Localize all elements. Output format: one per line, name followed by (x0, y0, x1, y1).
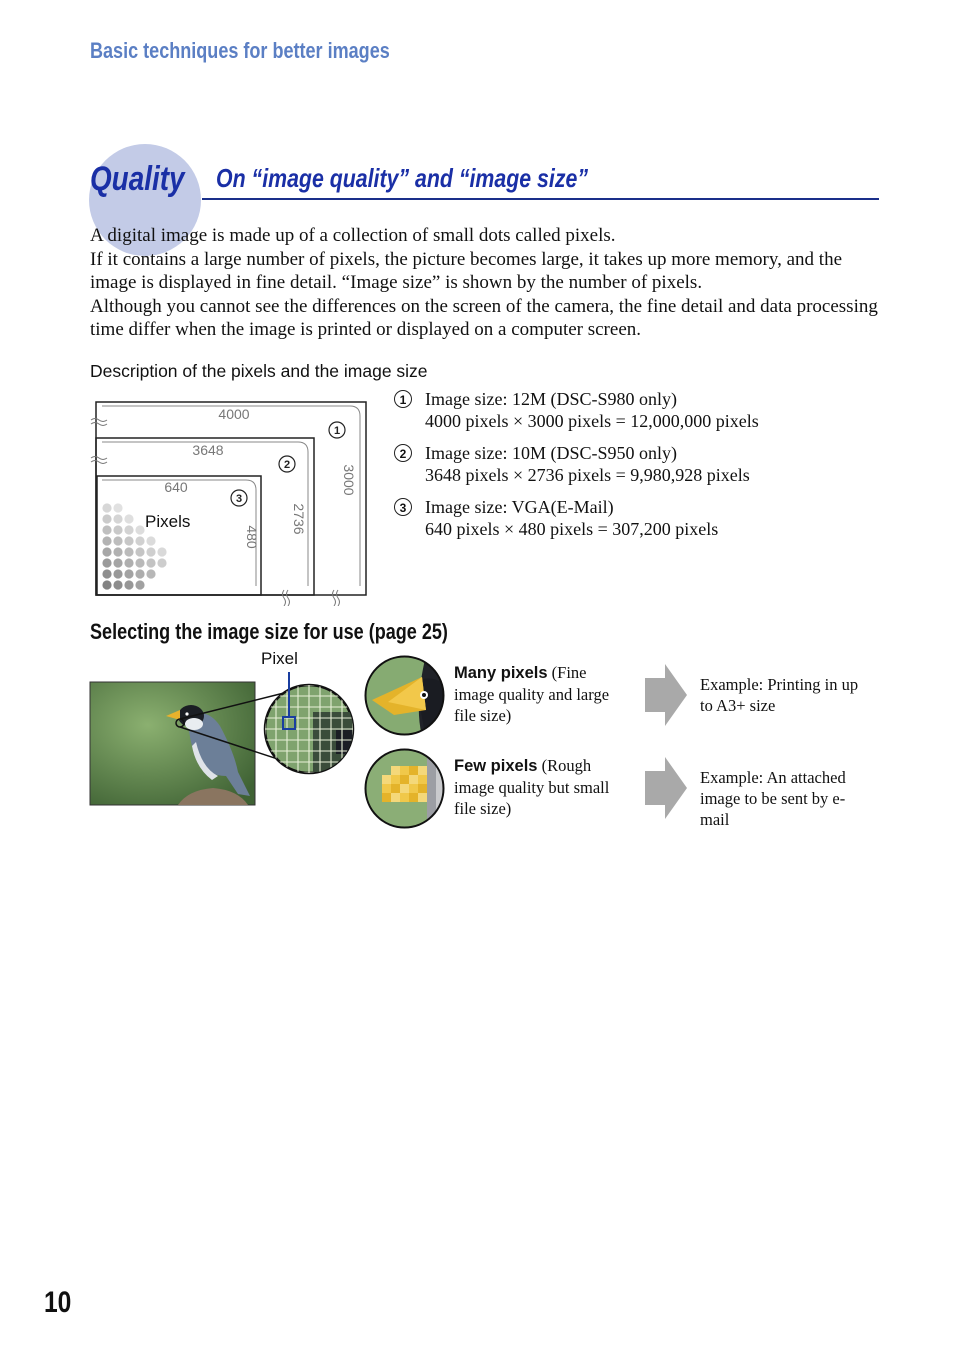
intro-text (90, 224, 880, 342)
size-item-vga (394, 496, 854, 540)
box-3-height-label: 480 (244, 525, 260, 549)
few-pixels-thumbnail (364, 748, 445, 829)
diagram-caption: Description of the pixels and the image size (90, 361, 428, 381)
example-email: Example: An attached image to be sent by e-mail (700, 768, 846, 829)
section-header: Basic techniques for better images (90, 38, 390, 63)
box-2-number: 2 (283, 459, 291, 471)
size-item-calculation: 3648 pixels × 2736 pixels = 9,980,928 pixels (425, 465, 750, 485)
box-1-width-label: 4000 (218, 406, 250, 422)
many-pixels-detail: (Fine image quality and large file size) (454, 663, 610, 725)
pixel-label: Pixel (261, 649, 298, 668)
size-item-number: 1 (394, 390, 412, 408)
pixels-label: Pixels (145, 512, 191, 531)
image-size-diagram (88, 396, 378, 606)
size-list (394, 388, 854, 550)
box-1-height-label: 3000 (341, 464, 357, 496)
size-item-title: Image size: 10M (DSC-S950 only) (425, 443, 677, 463)
many-pixels-bold: Many pixels (454, 664, 548, 682)
size-item-number: 3 (394, 498, 412, 516)
arrow-right-icon (645, 664, 687, 726)
size-item-calculation: 640 pixels × 480 pixels = 307,200 pixels (425, 519, 719, 539)
intro-paragraph: If it contains a large number of pixels, the picture becomes large, it takes up more memory, and the image is displayed in fine detail. “Image size” is shown by the number of pixels. (90, 248, 843, 293)
example-print: Example: Printing in up to A3+ size (700, 675, 859, 715)
title-rule (202, 198, 879, 200)
selecting-heading: Selecting the image size for use (page 25) (90, 619, 448, 644)
intro-paragraph: A digital image is made up of a collection of small dots called pixels. (90, 225, 616, 246)
size-item-10m (394, 442, 854, 486)
box-2-width-label: 3648 (192, 442, 224, 458)
many-pixels-thumbnail (364, 655, 445, 736)
few-pixels-bold: Few pixels (454, 757, 538, 775)
arrow-right-icon (645, 757, 687, 819)
topic-title: On “image quality” and “image size” (216, 163, 589, 193)
size-item-12m (394, 388, 854, 432)
box-3-width-label: 640 (164, 479, 188, 495)
few-pixels-detail: (Rough image quality but small file size) (454, 756, 610, 818)
quality-badge-label: Quality (90, 160, 185, 198)
page-number: 10 (44, 1286, 72, 1319)
box-2-height-label: 2736 (291, 503, 307, 535)
many-pixels-description (454, 662, 624, 726)
few-pixels-description (454, 755, 624, 819)
box-3-number: 3 (235, 493, 243, 505)
size-item-title: Image size: 12M (DSC-S980 only) (425, 389, 677, 409)
bird-photo-magnifier (88, 672, 358, 812)
size-item-title: Image size: VGA(E-Mail) (425, 497, 614, 517)
intro-paragraph: Although you cannot see the differences on the screen of the camera, the fine detail and data processing time differ when the image is printed or displayed on a computer screen. (90, 295, 878, 340)
size-item-calculation: 4000 pixels × 3000 pixels = 12,000,000 pixels (425, 411, 759, 431)
size-item-number: 2 (394, 444, 412, 462)
box-1-number: 1 (333, 425, 341, 437)
